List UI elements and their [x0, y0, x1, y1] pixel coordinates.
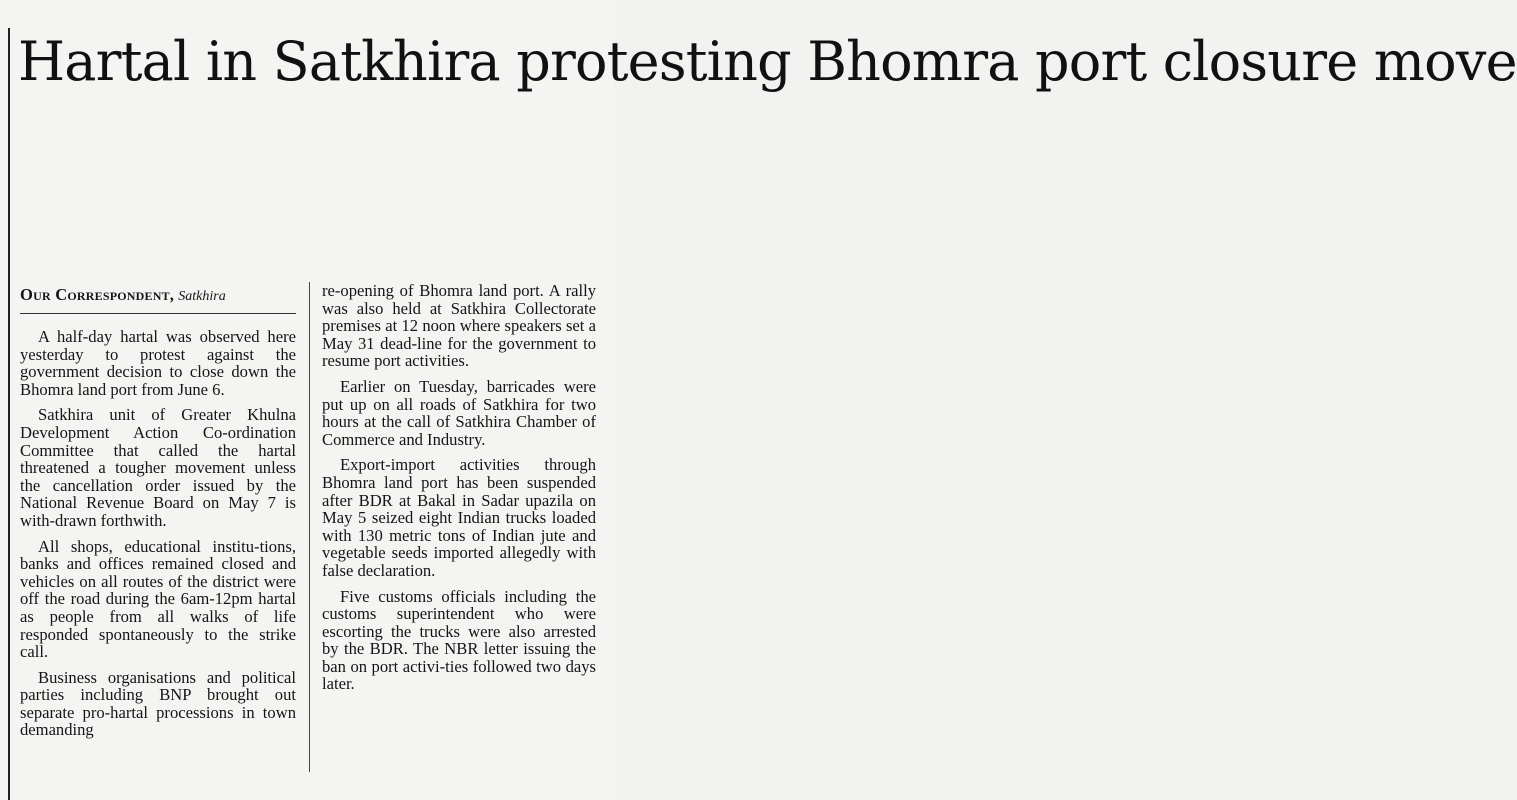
- article-paragraph-4: Business organisations and political parties including BNP brought out separate pro-hartal processions in town demanding: [20, 667, 296, 740]
- byline-place: Satkhira: [178, 289, 226, 304]
- left-border-rule: [8, 28, 10, 800]
- article-paragraph-3: All shops, educational institu-tions, banks and offices remained closed and vehicles on all routes of the district were off the road during the 6am-12pm hartal as people from all walks of life responded spontaneously to the strike call.: [20, 536, 296, 662]
- article-column-right: [322, 282, 596, 701]
- article-paragraph-7: Export-import activities through Bhomra land port has been suspended after BDR at Bakal in Sadar upazila on May 5 seized eight Indian trucks loaded with 130 metric tons of Indian jute and vegetable seeds imported allegedly with false declaration.: [322, 455, 596, 580]
- article-paragraph-8: Five customs officials including the customs superintendent who were escorting the trucks were also arrested by the BDR. The NBR letter issuing the ban on port activi-ties followed two days later.: [322, 586, 596, 694]
- byline-rule: [20, 313, 296, 314]
- byline: [20, 285, 296, 307]
- headline-text: Hartal in Satkhira protesting Bhomra port closure move: [18, 30, 1517, 93]
- article-column-left: [20, 282, 296, 747]
- article-paragraph-6: Earlier on Tuesday, barricades were put up on all roads of Satkhira for two hours at the call of Satkhira Chamber of Commerce and Industry.: [322, 376, 596, 449]
- article-paragraph-2: Satkhira unit of Greater Khulna Development Action Co-ordination Committee that called the hartal threatened a tougher movement unless the cancellation order issued by the National Revenue Board on May 7 is with-drawn forthwith.: [20, 405, 296, 530]
- column-divider: [309, 282, 310, 772]
- byline-name: Our Correspondent,: [20, 285, 175, 304]
- article-paragraph-5: re-opening of Bhomra land port. A rally was also held at Satkhira Collectorate premises at 12 noon where speakers set a May 31 dead-line for the government to resume port activities.: [322, 281, 596, 371]
- headline: [18, 22, 1517, 101]
- article-paragraph-1: A half-day hartal was observed here yesterday to protest against the government decision to close down the Bhomra land port from June 6.: [20, 327, 296, 399]
